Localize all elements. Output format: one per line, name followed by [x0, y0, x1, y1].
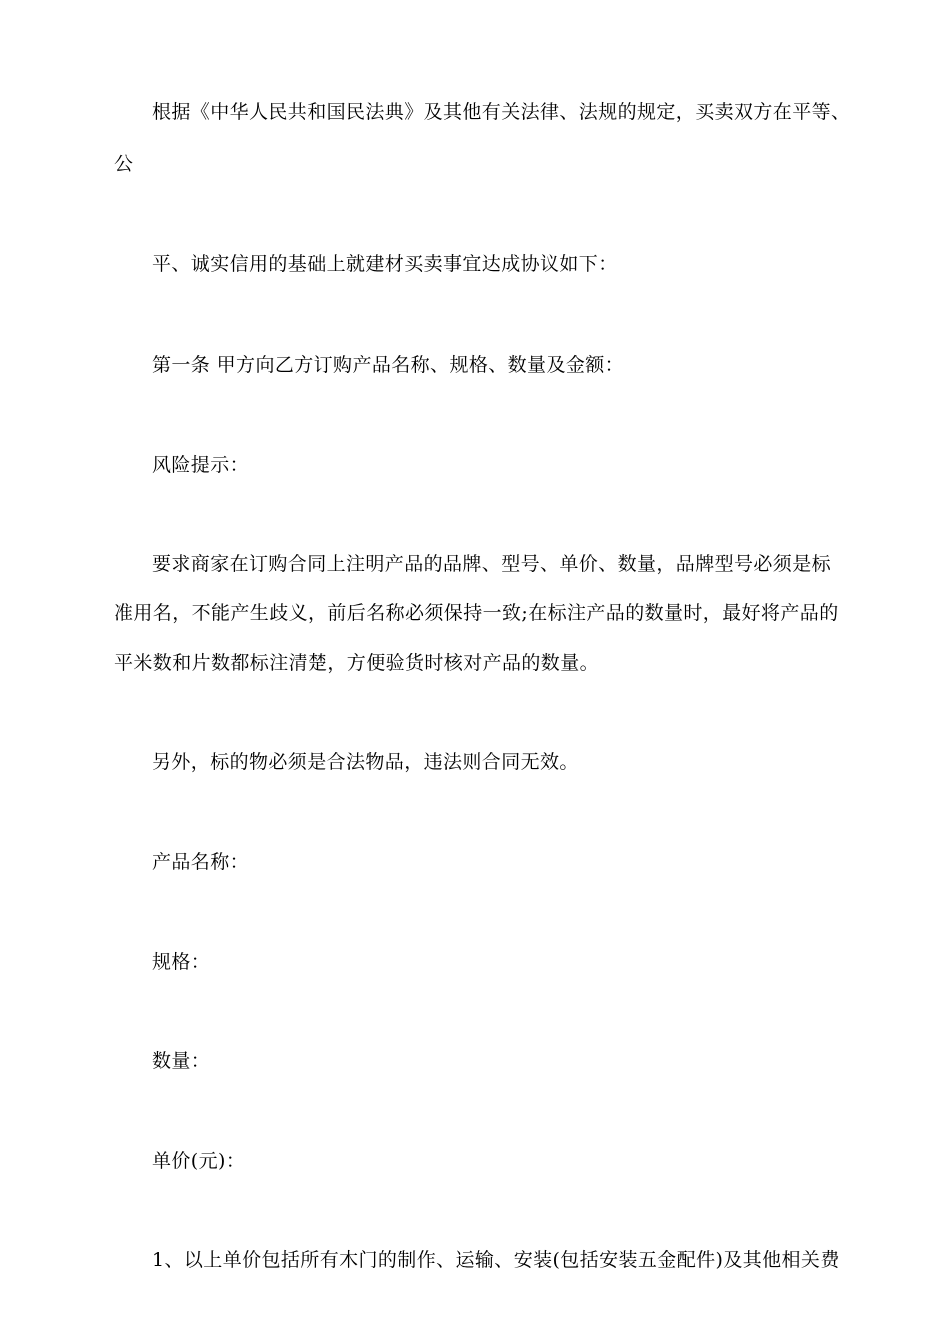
article-1-heading: 第一条 甲方向乙方订购产品名称、规格、数量及金额： — [152, 354, 625, 376]
risk-warning-line-3: 平米数和片数都标注清楚，方便验货时核对产品的数量。 — [114, 652, 600, 674]
paragraph-2: 平、诚实信用的基础上就建材买卖事宜达成协议如下： — [152, 253, 618, 275]
unit-price-field: 单价(元)： — [152, 1150, 246, 1172]
clause-1-line-1: 1、以上单价包括所有木门的制作、运输、安装(包括安装五金配件)及其他相关费 — [152, 1249, 840, 1271]
paragraph-1-line-2: 公 — [114, 153, 134, 175]
risk-warning-heading: 风险提示： — [152, 454, 250, 476]
paragraph-1-line-1: 根据《中华人民共和国民法典》及其他有关法律、法规的规定，买卖双方在平等、 — [152, 101, 851, 123]
quantity-field: 数量： — [152, 1050, 211, 1072]
legality-note: 另外，标的物必须是合法物品，违法则合同无效。 — [152, 751, 579, 773]
risk-warning-line-2: 准用名，不能产生歧义，前后名称必须保持一致;在标注产品的数量时，最好将产品的 — [114, 602, 839, 624]
product-name-field: 产品名称： — [152, 851, 250, 873]
risk-warning-line-1: 要求商家在订购合同上注明产品的品牌、型号、单价、数量，品牌型号必须是标 — [152, 553, 832, 575]
specification-field: 规格： — [152, 951, 211, 973]
